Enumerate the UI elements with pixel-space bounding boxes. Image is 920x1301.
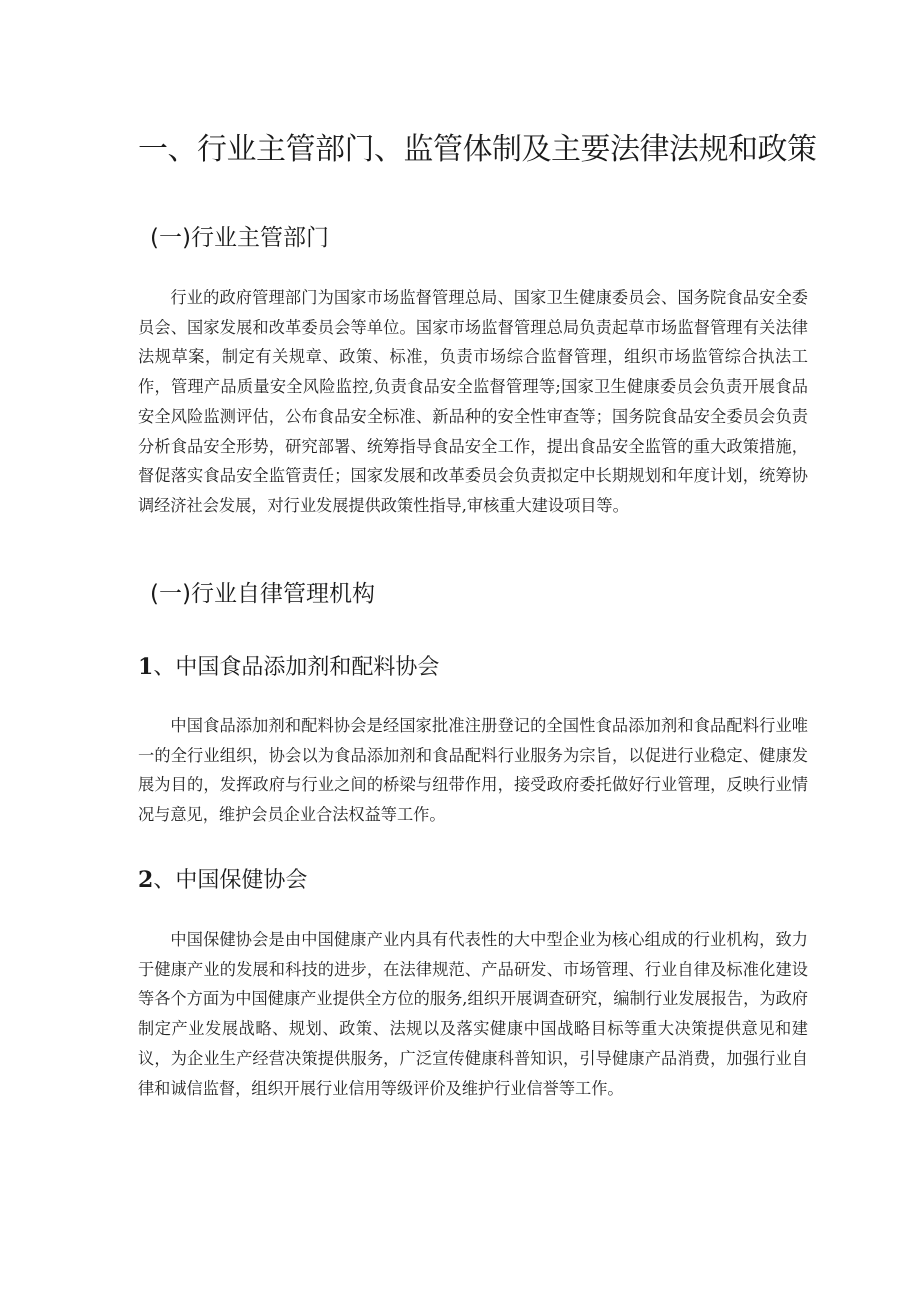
section-heading-authorities: (一)行业主管部门	[150, 225, 329, 251]
subheading-text: 、中国保健协会	[153, 868, 308, 893]
subheading-number: 2	[138, 867, 154, 893]
paragraph-authorities: 行业的政府管理部门为国家市场监督管理总局、国家卫生健康委员会、国务院食品安全委员会、国家发展和改革委员会等单位。国家市场监督管理总局负责起草市场监督管理有关法律法规草案，制定有关规章、政策、标准，负责市场综合监督管理，组织市场监管综合执法工作，管理产品质量安全风险监控,负责食品安全监督管理等;国家卫生健康委员会负责开展食品安全风险监测评估，公布食品安全标准、新品种的安全性审查等；国务院食品安全委员会负责分析食品安全形势，研究部署、统筹指导食品安全工作，提出食品安全监管的重大政策措施，督促落实食品安全监管责任；国家发展和改革委员会负责拟定中长期规划和年度计划，统筹协调经济社会发展，对行业发展提供政策性指导,审核重大建设项目等。	[138, 288, 808, 515]
paragraph-health-care-association: 中国保健协会是由中国健康产业内具有代表性的大中型企业为核心组成的行业机构，致力于健康产业的发展和科技的进步，在法律规范、产品研发、市场管理、行业自律及标准化建设等各个方面为中国健康产业提供全方位的服务,组织开展调查研究，编制行业发展报告，为政府制定产业发展战略、规划、政策、法规以及落实健康中国战略目标等重大决策提供意见和建议，为企业生产经营决策提供服务，广泛宣传健康科普知识，引导健康产品消费，加强行业自律和诚信监督，组织开展行业信用等级评价及维护行业信誉等工作。	[138, 930, 808, 1098]
subheading-text: 、中国食品添加剂和配料协会	[153, 655, 440, 680]
page-title: 一、行业主管部门、监管体制及主要法律法规和政策	[138, 132, 817, 167]
section-heading-self-regulatory: (一)行业自律管理机构	[150, 581, 375, 607]
subheading-health-care-association	[138, 864, 307, 897]
paragraph-food-additives-association: 中国食品添加剂和配料协会是经国家批准注册登记的全国性食品添加剂和食品配料行业唯一的全行业组织，协会以为食品添加剂和食品配料行业服务为宗旨，以促进行业稳定、健康发展为目的，发挥政府与行业之间的桥梁与纽带作用，接受政府委托做好行业管理，反映行业情况与意见，维护会员企业合法权益等工作。	[138, 716, 808, 825]
subheading-number: 1	[138, 654, 154, 680]
subheading-food-additives-association	[138, 651, 439, 684]
